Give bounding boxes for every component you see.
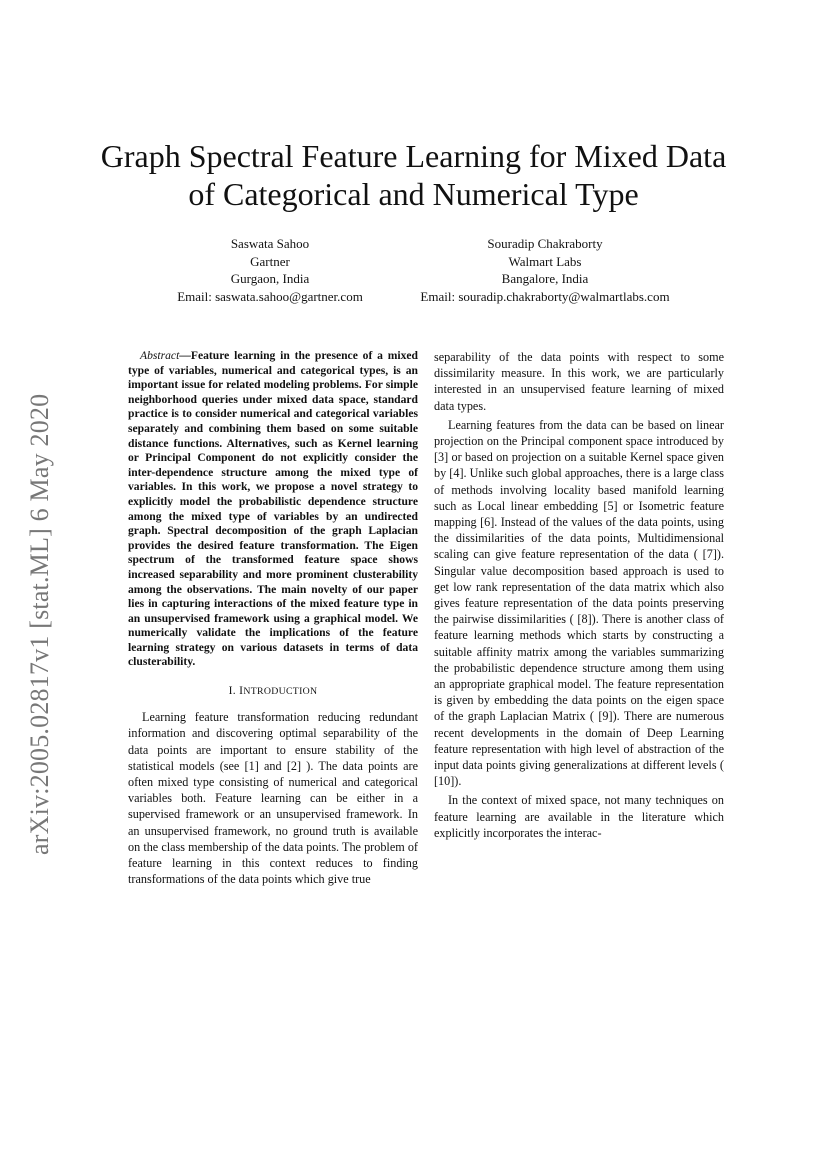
arxiv-identifier-stamp bbox=[22, 355, 58, 855]
author-block-1 bbox=[150, 235, 390, 305]
section-title-rest: NTRODUCTION bbox=[243, 686, 318, 698]
author-location: Gurgaon, India bbox=[230, 271, 310, 286]
intro-paragraph-3: In the context of mixed space, not many techniques on feature learning are available in the literature which explicitly incorporates the interac- bbox=[434, 793, 724, 840]
abstract-text: —Feature learning in the presence of a mixed type of variables, numerical and categorical types, is an important issue for related modeling problems. For simple neighborhood queries under mixed data space, standard practice is to consider numerical and categorical variables separately and combining them based on some suitable distance functions. Alternatives, such as Kernel learning or Principal Component do not explicitly consider the inter-dependence structure among the mixed type of variables. In this work, we propose a novel strategy to explicitly model the probabilistic dependence structure among the mixed type of variables by an undirected graph. Spectral decomposition of the graph Laplacian provides the desired feature transformation. The Eigen spectrum of the transformed feature space shows increased separability and more prominent clusterability among the observations. The main novelty of our paper lies in capturing interactions of the mixed feature type in an unsupervised framework using a graphical model. We numerically validate the implications of the feature learning strategy on various datasets in terms of data clusterability. bbox=[128, 349, 418, 669]
author-block-2 bbox=[400, 235, 690, 305]
section-title-initial: I bbox=[239, 684, 244, 698]
left-column bbox=[128, 349, 418, 888]
section-heading-introduction bbox=[128, 683, 418, 700]
section-number: I. bbox=[228, 684, 236, 698]
author-name: Souradip Chakraborty bbox=[487, 236, 603, 251]
paper-title: Graph Spectral Feature Learning for Mixed Data of Categorical and Numerical Type bbox=[100, 138, 727, 212]
author-location: Bangalore, India bbox=[501, 271, 589, 286]
abstract-label: Abstract bbox=[140, 349, 180, 362]
intro-paragraph-1-continued: separability of the data points with respect to some dissimilarity measure. In this work, we are particularly interested in an unsupervised feature learning of mixed data types. bbox=[434, 350, 724, 413]
author-affiliation: Walmart Labs bbox=[508, 253, 582, 269]
author-email: Email: saswata.sahoo@gartner.com bbox=[177, 288, 363, 304]
author-affiliation: Gartner bbox=[250, 253, 290, 269]
intro-paragraph-1: Learning feature transformation reducing redundant information and discovering optimal separability of the data points are important to ensure stability of the statistical models (see [1] and [2] ). The data points are often mixed type consisting of numerical and categorical variables both. Feature learning can be either in a supervised framework or an unsupervised framework. In an unsupervised framework, no ground truth is available on the class membership of the data points. The problem of feature learning in this context reduces to finding transformations of the data points which give true bbox=[128, 710, 418, 887]
intro-paragraph-2: Learning features from the data can be based on linear projection on the Principal component space introduced by [3] or based on projection on a suitable Kernel space given by [4]. Unlike such global approaches, there is a large class of methods involving locality based manifold learning such as Local linear embedding [5] or Isometric feature mapping [6]. Instead of the values of the data points, using the dissimilarities of the data points, Multidimensional scaling can give feature representation of the data ( [7]). Singular value decomposition based approach is used to get low rank representation of the data matrix which also gives feature representation of the data points preserving the pairwise dissimilarities ( [8]). There is another class of feature learning methods which starts by constructing a suitable affinity matrix among the variables summarizing the probabilistic dependence structure among them using an appropriate graphical model. The feature representation is given by embedding the data points on the eigen space of the graph Laplacian Matrix ( [9]). There are numerous recent developments in the domain of Deep Learning feature representation with high level of abstraction of the input data points giving generalizations at different levels ( [10]). bbox=[434, 417, 724, 789]
arxiv-identifier-text: arXiv:2005.02817v1 [stat.ML] 6 May 2020 bbox=[25, 393, 54, 855]
author-email: Email: souradip.chakraborty@walmartlabs.com bbox=[420, 288, 670, 304]
abstract bbox=[128, 349, 418, 670]
author-name: Saswata Sahoo bbox=[230, 236, 310, 251]
right-column bbox=[434, 349, 724, 841]
